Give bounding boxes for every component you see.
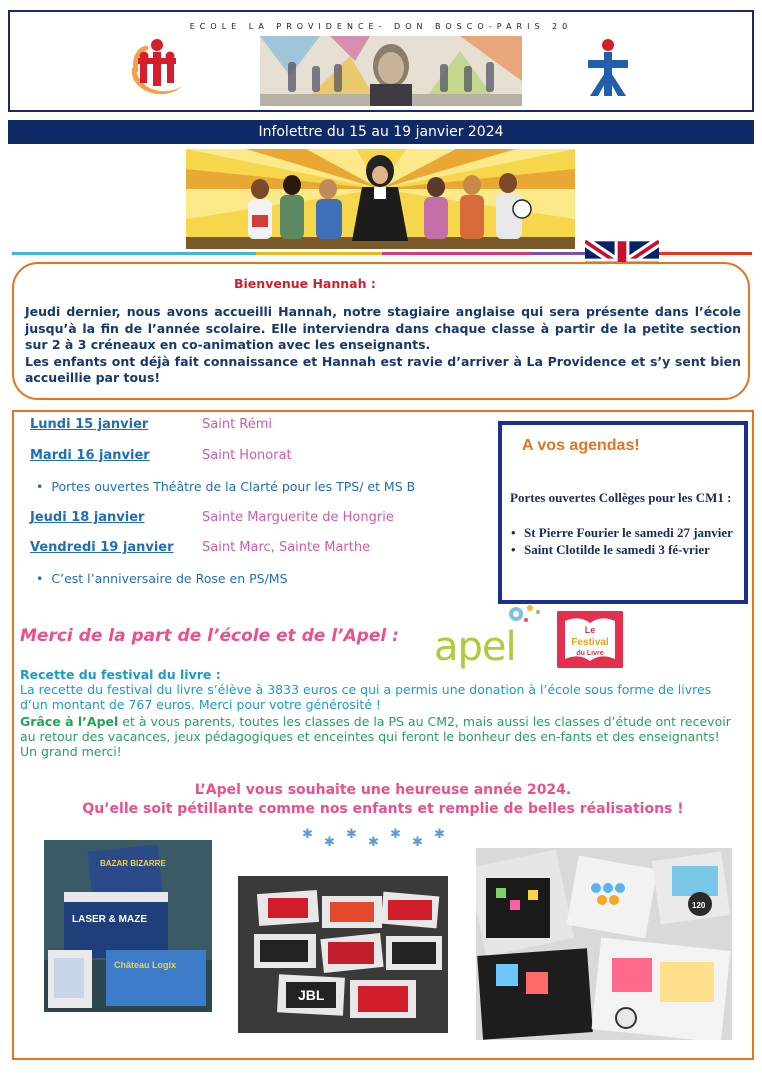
festival-logo-line1: Le bbox=[584, 625, 596, 635]
apel-thanks-body: et à vous parents, toutes les classes de la PS au CM2, mais aussi les classes d’étude ont recevoir au retour des vacances, jeux pédagogiques et enceintes qui feront le bonheur des en-fants et des enseignants! Un grand merci! bbox=[20, 714, 731, 759]
agenda-box bbox=[498, 421, 748, 604]
welcome-text bbox=[25, 304, 741, 387]
diocese-cross-logo bbox=[584, 38, 632, 100]
newsletter-header bbox=[8, 10, 754, 112]
agenda-item: • St Pierre Fourier le samedi 27 janvier bbox=[510, 526, 740, 540]
recette-title: Recette du festival du livre : bbox=[20, 667, 221, 682]
calendar-saint-monday: Saint Rémi bbox=[202, 417, 273, 432]
calendar-note-birthday: • C’est l’anniversaire de Rose en PS/MS bbox=[36, 571, 288, 586]
festival-logo-line2: Festival bbox=[571, 637, 609, 648]
calendar-date-monday: Lundi 15 janvier bbox=[30, 417, 149, 432]
game-box-1-label: BAZAR BIZARRE bbox=[100, 859, 166, 868]
stained-glass-banner-illustration bbox=[186, 149, 575, 249]
game-box-3-label: Château Logix bbox=[114, 960, 177, 970]
new-year-wish-line-1: L’Apel vous souhaite une heureuse année 2024. bbox=[194, 782, 572, 798]
salesian-family-logo bbox=[124, 34, 190, 102]
welcome-title: Bienvenue Hannah : bbox=[234, 276, 376, 291]
speaker-brand-label: JBL bbox=[298, 987, 325, 1003]
newsletter-title: Infolettre du 15 au 19 janvier 2024 bbox=[8, 120, 754, 144]
calendar-saint-friday: Saint Marc, Sainte Marthe bbox=[202, 540, 371, 555]
new-year-wish-line-2: Qu’elle soit pétillante comme nos enfants et remplie de belles réalisations ! bbox=[82, 801, 684, 817]
festival-du-livre-logo bbox=[557, 611, 623, 668]
apel-thanks-bold: Grâce à l’Apel bbox=[20, 714, 119, 729]
svg-text:✱: ✱ bbox=[390, 827, 401, 842]
main-content-box bbox=[12, 410, 754, 1060]
calendar-date-friday: Vendredi 19 janvier bbox=[30, 540, 174, 555]
calendar-saint-thursday: Sainte Marguerite de Hongrie bbox=[202, 510, 394, 525]
welcome-hannah-box bbox=[12, 262, 750, 400]
agenda-item: • Saint Clotilde le samedi 3 fé-vrier bbox=[510, 543, 740, 557]
welcome-paragraph-1: Jeudi dernier, nous avons accueilli Hannah, notre stagiaire anglaise qui sera présente dans l’école jusqu’à la fin de l’année scolaire. Elle interviendra dans chaque classe à partir de la petite section sur 2 à 3 créneaux en co-animation avec les enseignants. bbox=[25, 304, 741, 352]
merci-title: Merci de la part de l’école et de l’Apel : bbox=[20, 626, 399, 646]
welcome-paragraph-2: Les enfants ont déjà fait connaissance et Hannah est ravie d’arriver à La Providence et s’y sent bien accueillie par tous! bbox=[25, 353, 741, 385]
svg-text:✱: ✱ bbox=[434, 827, 445, 842]
calendar-note-open-house: • Portes ouvertes Théâtre de la Clarté pour les TPS/ et MS B bbox=[36, 479, 415, 494]
apel-thanks-text bbox=[20, 714, 740, 759]
game-badge-label: 120 bbox=[692, 901, 706, 910]
board-games-photo-1 bbox=[44, 840, 212, 1012]
school-name: ECOLE LA PROVIDENCE- DON BOSCO-PARIS 20 bbox=[189, 22, 573, 31]
don-bosco-mural-photo bbox=[260, 36, 522, 106]
calendar-date-thursday: Jeudi 18 janvier bbox=[30, 510, 145, 525]
svg-text:✱: ✱ bbox=[302, 827, 313, 842]
apel-logo: apel bbox=[434, 624, 516, 670]
calendar-saint-tuesday: Saint Honorat bbox=[202, 448, 292, 463]
calendar-date-tuesday: Mardi 16 janvier bbox=[30, 448, 150, 463]
agenda-title: A vos agendas! bbox=[522, 437, 640, 454]
svg-text:✱: ✱ bbox=[412, 835, 423, 850]
board-games-photo-2 bbox=[476, 848, 732, 1040]
agenda-list bbox=[510, 526, 740, 560]
recette-text: La recette du festival du livre s’élève à 3833 euros ce qui a permis une donation à l’école sous forme de livres d’un montant de 767 euros. Merci pour votre générosité ! bbox=[20, 682, 712, 712]
agenda-intro: Portes ouvertes Collèges pour les CM1 : bbox=[510, 490, 732, 505]
snowflakes-decoration-icon bbox=[300, 826, 450, 850]
svg-text:✱: ✱ bbox=[324, 835, 335, 850]
jbl-speakers-photo bbox=[238, 876, 448, 1033]
svg-text:✱: ✱ bbox=[346, 827, 357, 842]
svg-text:✱: ✱ bbox=[368, 835, 379, 850]
game-box-2-label: LASER & MAZE bbox=[72, 914, 147, 925]
festival-logo-line3: du Livre bbox=[576, 650, 604, 657]
